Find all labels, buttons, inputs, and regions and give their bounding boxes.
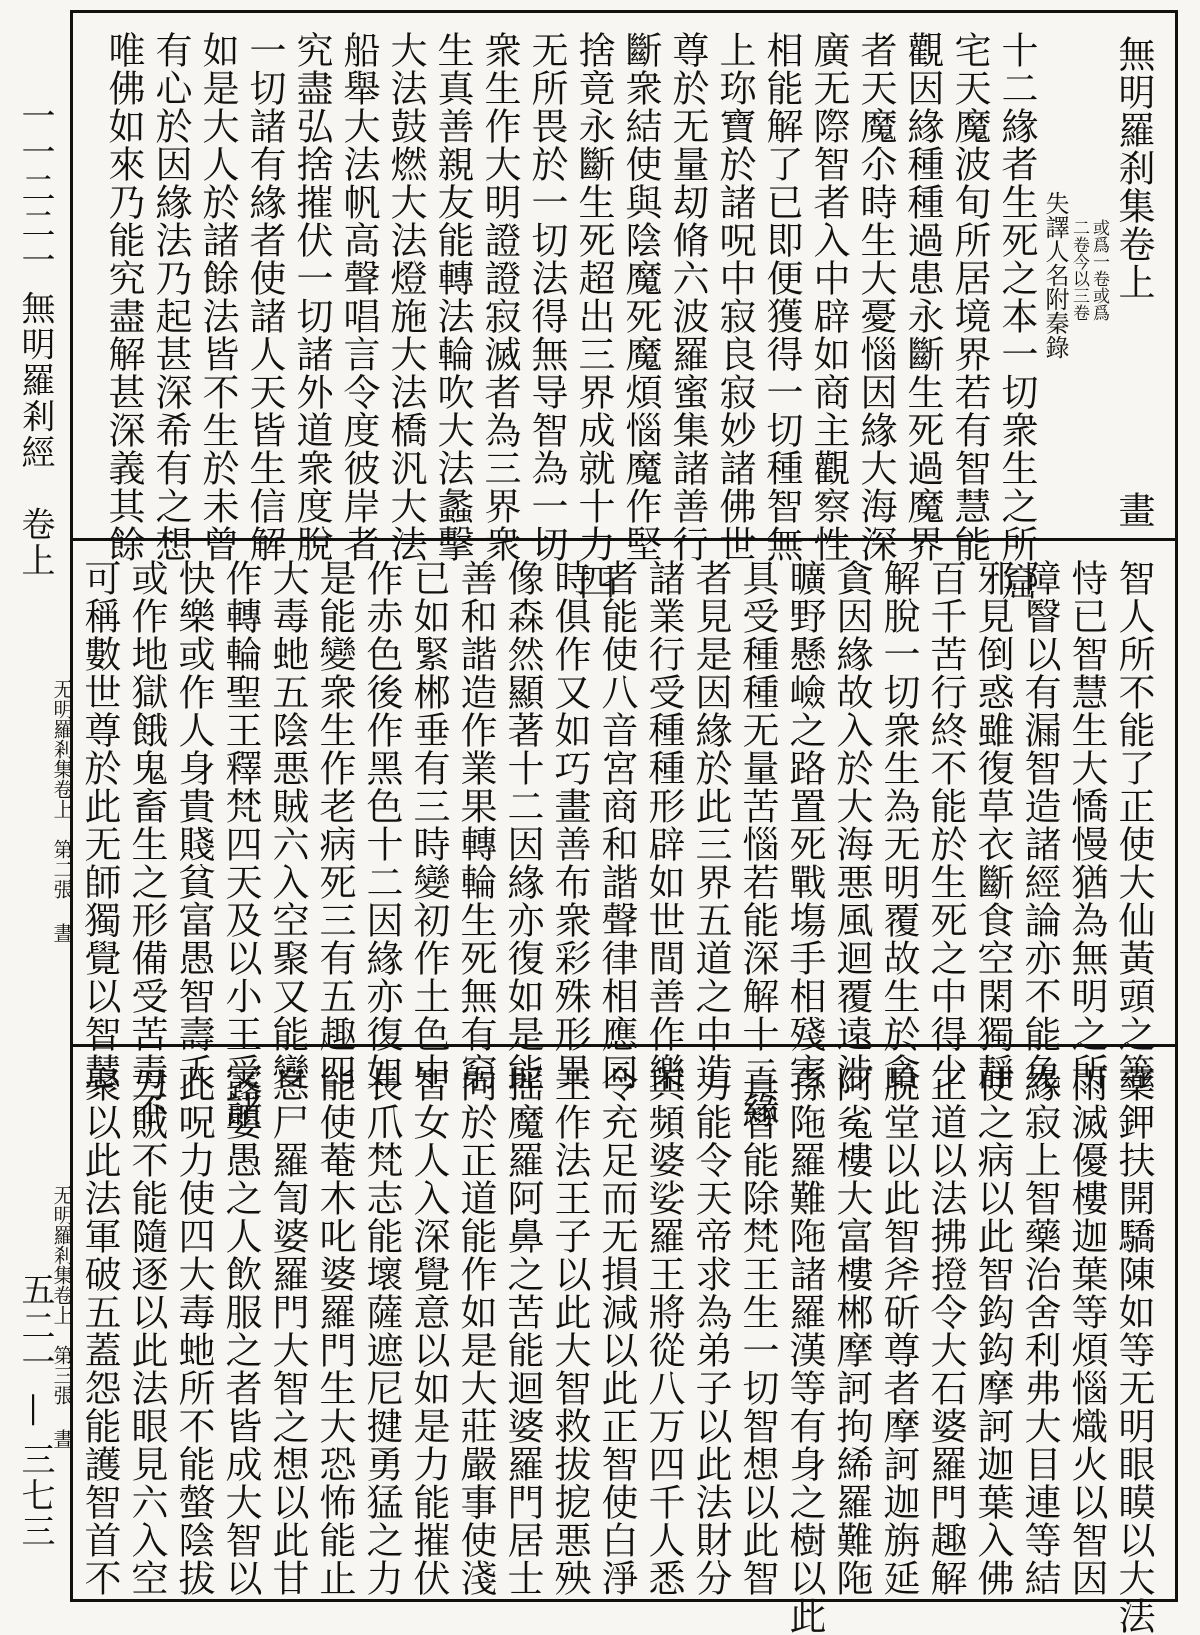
text-column: 捨竟永斷生死超出三界成就十力四 — [572, 31, 615, 601]
text-column: 摇魔羅阿鼻之苦能迴婆羅門居士 — [501, 1065, 544, 1597]
text-column: 雨滅優樓迦葉等煩惱熾火以智因 — [1065, 1065, 1108, 1597]
text-column: 曠野懸嶮之路置死戰塲手相殘害 — [783, 559, 826, 1091]
text-column: 孫陁羅難陁諸羅漢等有身之樹以此 — [783, 1065, 826, 1635]
text-column: 上珎寶於諸呪中寂良寂妙諸佛世 — [713, 31, 756, 563]
text-column: 善和諧造作業果轉輪生死無有窮 — [454, 559, 497, 1091]
text-column: 時俱作又如巧畫善布衆彩殊形異 — [548, 559, 591, 1091]
title-text: 無明羅刹集卷上 — [1112, 35, 1155, 301]
text-column: 脫堂以此智斧斫尊者摩訶迦旃延 — [877, 1065, 920, 1597]
text-column: 長爪梵志能壞薩遮尼揵勇猛之力 — [360, 1065, 403, 1597]
text-column: 王作法王子以此大智救拔㧖悪殃 — [548, 1065, 591, 1597]
text-column: 障瞖以有漏智造諸經論亦不能免 — [1018, 559, 1061, 1091]
text-column: 究盡弘捨摧伏一切諸外道衆度脫 — [290, 31, 333, 563]
fascicle-note-2: 二卷今以三卷 — [1069, 219, 1089, 321]
text-column: 智人所不能了正使大仙黃頭之等 — [1112, 559, 1155, 1091]
sheet-3 — [50, 1047, 1175, 1635]
text-column: 能使菴木叱婆羅門生大恐怖能止 — [313, 1065, 356, 1597]
translator-note: 失譯人名附秦錄 — [1041, 191, 1069, 359]
text-column: 者見是因緣於此三界五道之中造 — [689, 559, 732, 1091]
text-column: 船舉大法帆高聲唱言令度彼岸者 — [337, 31, 380, 563]
text-column: 貪因緣故入於大海悪風迴覆遠涉 — [830, 559, 873, 1091]
page-frame — [50, 10, 1178, 1635]
text-column: 恃已智慧生大憍慢猶為無明之所 — [1065, 559, 1108, 1091]
footer-mark: 晝 — [50, 1429, 74, 1449]
page-mark: 畫 — [1112, 491, 1155, 529]
text-column: 廣无際智者入中辟如商主觀察性 — [807, 31, 850, 563]
margin-page-number: 五二一 — 三七三 — [15, 1272, 55, 1550]
text-column: 百千苦行終不能於生死之中得少 — [924, 559, 967, 1091]
text-column: 生真善親友能轉法輪吹大法蠡擊 — [431, 31, 474, 563]
sheet-2 — [50, 541, 1175, 1129]
text-column: 宅天魔波旬所居境界若有智慧能 — [948, 31, 991, 563]
text-column: 與頻婆娑羅王將從八万四千人悉 — [642, 1065, 685, 1597]
text-column: 令充足而无損減以此正智使白淨 — [595, 1065, 638, 1597]
text-column: 使之病以此智鈎鈎摩訶迦葉入佛 — [971, 1065, 1014, 1597]
text-column: 力能令天帝求為弟子以此法財分 — [689, 1065, 732, 1597]
sutra-title — [1112, 31, 1155, 528]
text-column: 有心於因緣法乃起甚深希有之想 — [149, 31, 192, 563]
text-column: 諸業行受種種形辟如世間善作樂 — [642, 559, 685, 1091]
text-column: 阿㝹樓大富樓郴摩訶拘絺羅難陁 — [830, 1065, 873, 1597]
text-column: 快樂或作人身貴賤貧富愚智壽夭 — [172, 559, 215, 1091]
sheet-footer — [50, 1065, 74, 1589]
footer-text: 无明羅剎集卷上 第三張 — [50, 1185, 74, 1405]
text-column: 息尸羅訇婆羅門大智之想以此甘 — [266, 1065, 309, 1597]
text-column: 解脫一切衆生為无明覆故生於貪 — [877, 559, 920, 1091]
text-column: 聚以此法軍破五蓋怨能護智首不 — [78, 1065, 121, 1597]
text-column: 智女人入深覺意以如是力能摧伏 — [407, 1065, 450, 1597]
margin-sutra-label: 一一二二一 無明羅剎經 卷上 — [15, 98, 55, 579]
text-column: 大法鼓燃大法燈施大法橋汎大法 — [384, 31, 427, 563]
fascicle-note-1: 或爲一卷或爲 — [1089, 219, 1109, 321]
text-column: 已如緊郴垂有三時變初作土色中 — [407, 559, 450, 1091]
sheet-footer — [50, 559, 74, 1034]
sheet-1 — [73, 13, 1175, 601]
text-column: 唯佛如來乃能究盡解甚深義其餘 — [102, 31, 145, 563]
text-column: 如是大人於諸餘法皆不生於未曾 — [196, 31, 239, 563]
text-column: 觀因緣種種過患永斷生死過魔界 — [901, 31, 944, 563]
text-column: 藥鉀扶開驕陳如等无明眼瞙以大法 — [1112, 1065, 1155, 1635]
text-column: 或作地獄餓鬼畜生之形備受苦毒不 — [125, 559, 168, 1129]
text-column: 者能使八音宮商和諧聲律相應同 — [595, 559, 638, 1091]
text-column: 緣寂上智藥治舍利弗大目連等結 — [1018, 1065, 1061, 1597]
text-column: 斷衆結使與陰魔死魔煩惱魔作堅 — [619, 31, 662, 563]
text-column: 真智能除梵王生一切智想以此智 — [736, 1065, 779, 1597]
text-column: 像森然顯著十二因緣亦復如是能 — [501, 559, 544, 1091]
text-column: 十二緣者生死之本一切衆生之所窟 — [995, 31, 1038, 601]
text-column: 一切諸有緣者使諸人天皆生信解 — [243, 31, 286, 563]
text-column: 是能變衆生作老病死三有五趣四 — [313, 559, 356, 1091]
text-column: 可稱數世尊於此无師獨覺以智慧 — [78, 559, 121, 1091]
text-column: 露嬰愚之人飲服之者皆成大智以 — [219, 1065, 262, 1597]
text-column: 邪見倒惑雖復草衣斷食空閑獨靜 — [971, 559, 1014, 1091]
text-column: 正道以法拂撜令大石婆羅門趣解 — [924, 1065, 967, 1597]
footer-mark: 晝 — [50, 923, 74, 943]
text-column: 此呪力使四大毒虵所不能螫陰拔 — [172, 1065, 215, 1597]
text-column: 尊於无量刧脩六波羅蜜集諸善行 — [666, 31, 709, 563]
text-column: 衆生作大明證證寂滅者為三界衆 — [478, 31, 521, 563]
footer-text: 无明羅剎集卷上 第二張 — [50, 679, 74, 899]
text-column: 作轉輪聖王釋梵四天及以小王受諸 — [219, 559, 262, 1129]
text-column: 无所畏於一切法得無导智為一切 — [525, 31, 568, 563]
text-column: 刀賊不能隨逐以此法眼見六入空 — [125, 1065, 168, 1597]
text-column: 作赤色後作黑色十二因緣亦復如 — [360, 559, 403, 1091]
text-column: 相能解了已即便獲得一切種智無 — [760, 31, 803, 563]
text-column: 向於正道能作如是大莊嚴事使淺 — [454, 1065, 497, 1597]
text-column: 具受種種无量苦惱若能深解十二緣 — [736, 559, 779, 1129]
text-column: 者天魔尒時生大憂惱因緣大海深 — [854, 31, 897, 563]
text-column: 大毒虵五陰悪賊六入空聚又能變 — [266, 559, 309, 1091]
